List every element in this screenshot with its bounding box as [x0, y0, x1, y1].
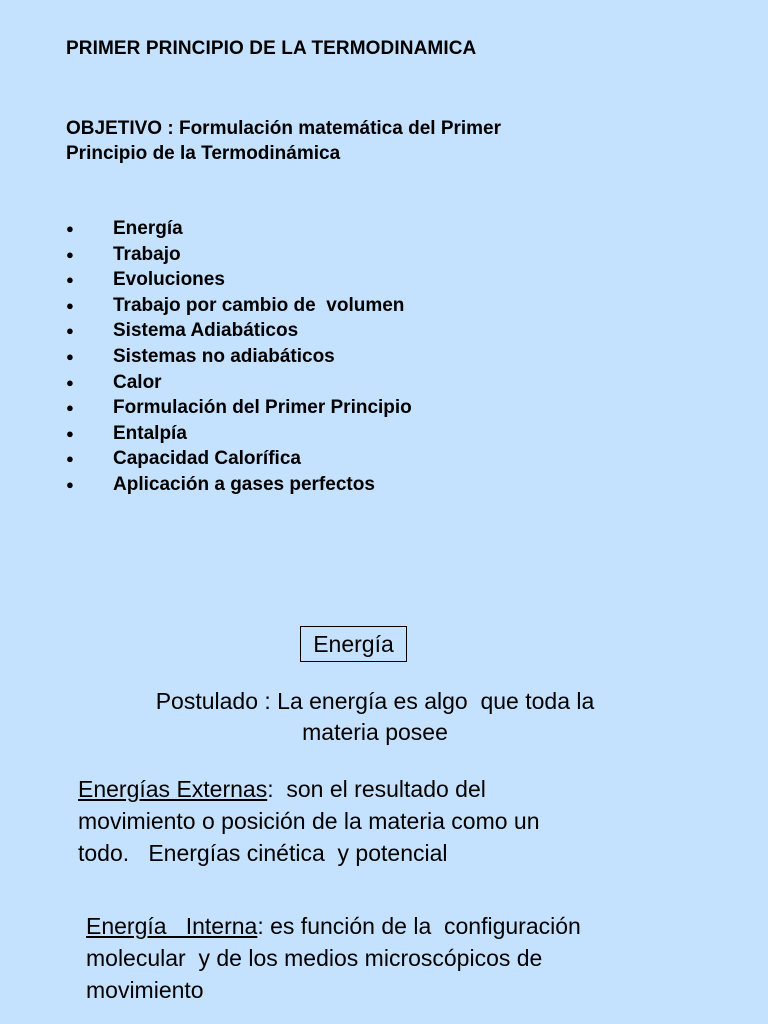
bullet-icon: ● [66, 221, 74, 236]
objective-line-2: Principio de la Termodinámica [66, 143, 341, 164]
external-energy-definition: : son el resultado del [267, 776, 486, 802]
list-item-label: Calor [113, 371, 162, 393]
external-energy-line-2: movimiento o posición de la materia como un [78, 808, 540, 834]
bullet-icon: ● [66, 323, 74, 339]
objective-text [66, 116, 666, 166]
bullet-icon: ● [66, 425, 74, 441]
list-item [66, 242, 412, 268]
internal-energy-paragraph [86, 910, 726, 1006]
list-item-label: Energía [113, 218, 183, 239]
list-item [66, 395, 412, 421]
list-item-label: Sistemas no adiabáticos [113, 345, 335, 367]
external-energy-line-3: todo. Energías cinética y potencial [78, 840, 448, 866]
list-item-label: Aplicación a gases perfectos [113, 473, 375, 495]
external-energy-paragraph [78, 773, 678, 869]
list-item-label: Entalpía [113, 422, 187, 444]
list-item [66, 216, 412, 242]
bullet-icon: ● [66, 297, 74, 313]
bullet-icon: ● [66, 374, 74, 390]
topic-list [66, 216, 412, 498]
bullet-icon: ● [66, 400, 74, 416]
list-item [66, 293, 412, 319]
postulate-line-2: materia posee [302, 719, 448, 745]
list-item-label: Trabajo [113, 243, 181, 265]
postulate-line-1: Postulado : La energía es algo que toda la [155, 688, 595, 714]
internal-energy-line-3: movimiento [86, 977, 204, 1003]
list-item [66, 421, 412, 447]
list-item-label: Evoluciones [113, 269, 225, 291]
list-item [66, 370, 412, 396]
bullet-icon: ● [66, 272, 74, 288]
external-energy-line-1 [78, 773, 678, 805]
objective-line-1: OBJETIVO : Formulación matemática del Primer [66, 118, 502, 139]
external-energy-term: Energías Externas [78, 776, 268, 802]
list-item [66, 267, 412, 293]
list-item [66, 318, 412, 344]
bullet-icon: ● [66, 246, 74, 262]
bullet-icon: ● [66, 476, 74, 492]
list-item-label: Trabajo por cambio de volumen [113, 294, 405, 316]
postulate-text [100, 686, 650, 748]
internal-energy-line-2: molecular y de los medios microscópicos de [86, 945, 543, 971]
list-item-label: Formulación del Primer Principio [113, 397, 412, 419]
page-title: PRIMER PRINCIPIO DE LA TERMODINAMICA [66, 38, 477, 59]
internal-energy-line-1 [86, 910, 726, 942]
bullet-icon: ● [66, 348, 74, 364]
internal-energy-definition: : es función de la configuración [257, 913, 581, 939]
list-item-label: Sistema Adiabáticos [113, 320, 299, 342]
bullet-icon: ● [66, 451, 74, 467]
section-heading-energia: Energía [300, 626, 407, 662]
list-item [66, 446, 412, 472]
internal-energy-term: Energía Interna [86, 913, 258, 939]
list-item-label: Capacidad Calorífica [113, 448, 301, 470]
list-item [66, 344, 412, 370]
list-item [66, 472, 412, 498]
